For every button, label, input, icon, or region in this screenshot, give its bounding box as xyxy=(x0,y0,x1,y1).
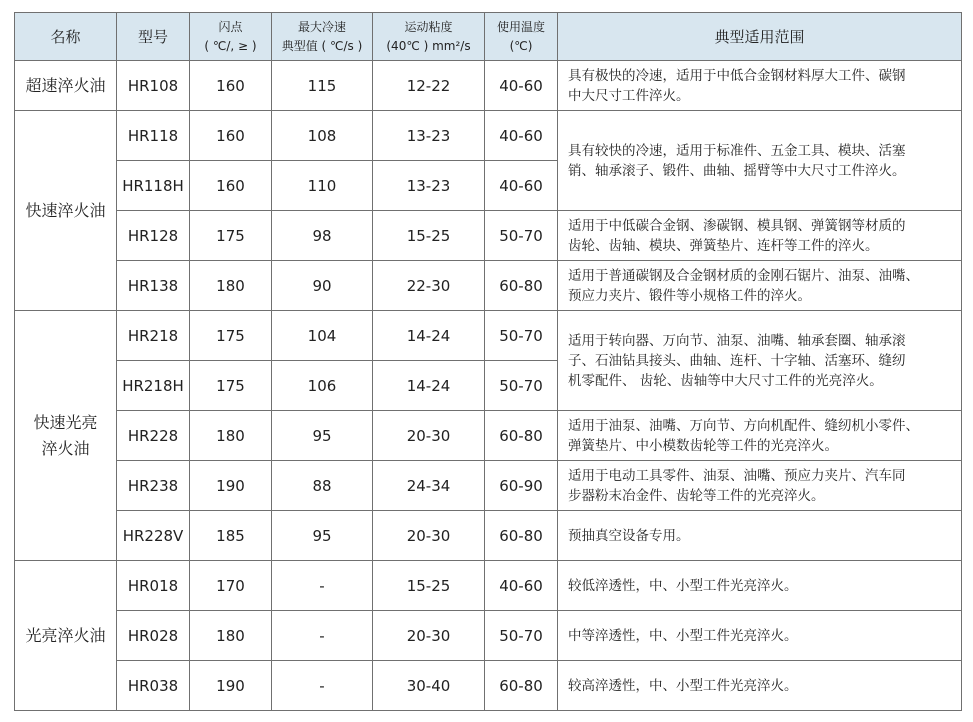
table-row xyxy=(15,61,962,111)
table-row xyxy=(15,461,962,511)
model-cell: HR118 xyxy=(117,111,190,161)
application-line: 齿轮、齿轴、模块、弹簧垫片、连杆等工件的淬火。 xyxy=(568,237,879,254)
cool-cell: 88 xyxy=(272,461,373,511)
table-row xyxy=(15,211,962,261)
visc-cell: 15-25 xyxy=(373,211,485,261)
visc-cell: 24-34 xyxy=(373,461,485,511)
table-row xyxy=(15,311,962,361)
temp-cell: 50-70 xyxy=(485,361,558,411)
application-line: 较高淬透性，中、小型工件光亮淬火。 xyxy=(568,677,798,694)
temp-cell: 60-90 xyxy=(485,461,558,511)
application-line: 预抽真空设备专用。 xyxy=(568,527,690,544)
visc-cell: 15-25 xyxy=(373,561,485,611)
quench-oil-table xyxy=(14,12,962,711)
table-row xyxy=(15,661,962,711)
table-row xyxy=(15,561,962,611)
model-cell: HR108 xyxy=(117,61,190,111)
application-line: 适用于电动工具零件、油泵、油嘴、预应力夹片、汽车同 xyxy=(568,467,906,484)
application-cell xyxy=(558,311,962,411)
cool-cell: 90 xyxy=(272,261,373,311)
cool-cell: 98 xyxy=(272,211,373,261)
table-row xyxy=(15,111,962,161)
application-line: 适用于中低碳合金钢、渗碳钢、模具钢、弹簧钢等材质的 xyxy=(568,217,906,234)
cool-cell: 106 xyxy=(272,361,373,411)
visc-cell: 14-24 xyxy=(373,361,485,411)
group-name-line2: 淬火油 xyxy=(41,438,90,458)
flash-cell: 180 xyxy=(190,611,272,661)
table-row xyxy=(15,611,962,661)
flash-cell: 175 xyxy=(190,211,272,261)
application-line: 弹簧垫片、中小模数齿轮等工件的光亮淬火。 xyxy=(568,437,838,454)
temp-cell: 60-80 xyxy=(485,511,558,561)
application-line: 预应力夹片、锻件等小规格工件的淬火。 xyxy=(568,287,811,304)
flash-cell: 175 xyxy=(190,361,272,411)
header-application: 典型适用范围 xyxy=(558,13,962,61)
application-line: 步器粉末冶金件、齿轮等工件的光亮淬火。 xyxy=(568,487,825,504)
cool-cell: 108 xyxy=(272,111,373,161)
table-row xyxy=(15,411,962,461)
flash-cell: 160 xyxy=(190,161,272,211)
table-row xyxy=(15,261,962,311)
visc-cell: 14-24 xyxy=(373,311,485,361)
visc-cell: 13-23 xyxy=(373,161,485,211)
model-cell: HR138 xyxy=(117,261,190,311)
flash-cell: 180 xyxy=(190,411,272,461)
visc-cell: 20-30 xyxy=(373,511,485,561)
application-cell xyxy=(558,511,962,561)
application-cell xyxy=(558,111,962,211)
header-temp-line1: 使用温度 xyxy=(496,19,545,34)
header-name: 名称 xyxy=(15,13,117,61)
application-line: 子、石油钻具接头、曲轴、连杆、十字轴、活塞环、缝纫 xyxy=(568,352,906,369)
application-cell xyxy=(558,661,962,711)
group-name: 光亮淬火油 xyxy=(15,561,117,711)
model-cell: HR038 xyxy=(117,661,190,711)
flash-cell: 160 xyxy=(190,111,272,161)
cool-cell: 104 xyxy=(272,311,373,361)
application-cell xyxy=(558,561,962,611)
model-cell: HR118H xyxy=(117,161,190,211)
group-name: 快速淬火油 xyxy=(15,111,117,311)
application-line: 销、轴承滚子、锻件、曲轴、摇臂等中大尺寸工件淬火。 xyxy=(568,162,906,179)
application-line: 机零配件、 齿轮、齿轴等中大尺寸工件的光亮淬火。 xyxy=(568,372,883,389)
application-line: 具有较快的冷速，适用于标准件、五金工具、模块、活塞 xyxy=(568,142,906,159)
flash-cell: 170 xyxy=(190,561,272,611)
header-row xyxy=(15,13,962,61)
model-cell: HR018 xyxy=(117,561,190,611)
cool-cell: 110 xyxy=(272,161,373,211)
application-cell xyxy=(558,211,962,261)
cool-cell: 95 xyxy=(272,411,373,461)
application-line: 中大尺寸工件淬火。 xyxy=(568,87,690,104)
cool-cell: - xyxy=(272,611,373,661)
flash-cell: 160 xyxy=(190,61,272,111)
header-cooling-speed xyxy=(272,13,373,61)
visc-cell: 13-23 xyxy=(373,111,485,161)
application-cell xyxy=(558,611,962,661)
visc-cell: 30-40 xyxy=(373,661,485,711)
group-name xyxy=(15,311,117,561)
flash-cell: 175 xyxy=(190,311,272,361)
cool-cell: 115 xyxy=(272,61,373,111)
flash-cell: 190 xyxy=(190,461,272,511)
header-temp-line2: (℃) xyxy=(509,38,533,53)
header-use-temperature xyxy=(485,13,558,61)
visc-cell: 20-30 xyxy=(373,411,485,461)
temp-cell: 60-80 xyxy=(485,661,558,711)
application-line: 具有极快的冷速，适用于中低合金钢材料厚大工件、碳钢 xyxy=(568,67,906,84)
temp-cell: 50-70 xyxy=(485,611,558,661)
temp-cell: 60-80 xyxy=(485,261,558,311)
model-cell: HR218 xyxy=(117,311,190,361)
cool-cell: - xyxy=(272,661,373,711)
application-line: 较低淬透性，中、小型工件光亮淬火。 xyxy=(568,577,798,594)
application-cell xyxy=(558,61,962,111)
temp-cell: 60-80 xyxy=(485,411,558,461)
cool-cell: - xyxy=(272,561,373,611)
header-flash-point xyxy=(190,13,272,61)
header-visc-line1: 运动粘度 xyxy=(404,19,453,34)
group-name-line1: 快速光亮 xyxy=(33,412,98,432)
model-cell: HR228V xyxy=(117,511,190,561)
header-viscosity xyxy=(373,13,485,61)
model-cell: HR128 xyxy=(117,211,190,261)
visc-cell: 22-30 xyxy=(373,261,485,311)
flash-cell: 180 xyxy=(190,261,272,311)
application-line: 适用于转向器、万向节、油泵、油嘴、轴承套圈、轴承滚 xyxy=(568,332,906,349)
application-cell xyxy=(558,461,962,511)
model-cell: HR238 xyxy=(117,461,190,511)
header-cool-line2: 典型值 ( ℃/s ) xyxy=(281,38,363,53)
header-flash-line2: ( ℃/, ≥ ) xyxy=(204,38,257,53)
temp-cell: 50-70 xyxy=(485,311,558,361)
temp-cell: 40-60 xyxy=(485,561,558,611)
application-line: 中等淬透性，中、小型工件光亮淬火。 xyxy=(568,627,798,644)
model-cell: HR228 xyxy=(117,411,190,461)
temp-cell: 50-70 xyxy=(485,211,558,261)
group-name: 超速淬火油 xyxy=(15,61,117,111)
application-line: 适用于普通碳钢及合金钢材质的金刚石锯片、油泵、油嘴、 xyxy=(568,267,919,284)
application-line: 适用于油泵、油嘴、万向节、方向机配件、缝纫机小零件、 xyxy=(568,417,919,434)
visc-cell: 20-30 xyxy=(373,611,485,661)
application-cell xyxy=(558,411,962,461)
cool-cell: 95 xyxy=(272,511,373,561)
table-row xyxy=(15,511,962,561)
header-flash-line1: 闪点 xyxy=(218,19,243,34)
temp-cell: 40-60 xyxy=(485,61,558,111)
header-model: 型号 xyxy=(117,13,190,61)
header-cool-line1: 最大冷速 xyxy=(297,19,346,34)
application-cell xyxy=(558,261,962,311)
model-cell: HR218H xyxy=(117,361,190,411)
visc-cell: 12-22 xyxy=(373,61,485,111)
flash-cell: 185 xyxy=(190,511,272,561)
model-cell: HR028 xyxy=(117,611,190,661)
temp-cell: 40-60 xyxy=(485,161,558,211)
header-visc-line2: (40℃ ) mm²/s xyxy=(386,38,471,53)
flash-cell: 190 xyxy=(190,661,272,711)
temp-cell: 40-60 xyxy=(485,111,558,161)
